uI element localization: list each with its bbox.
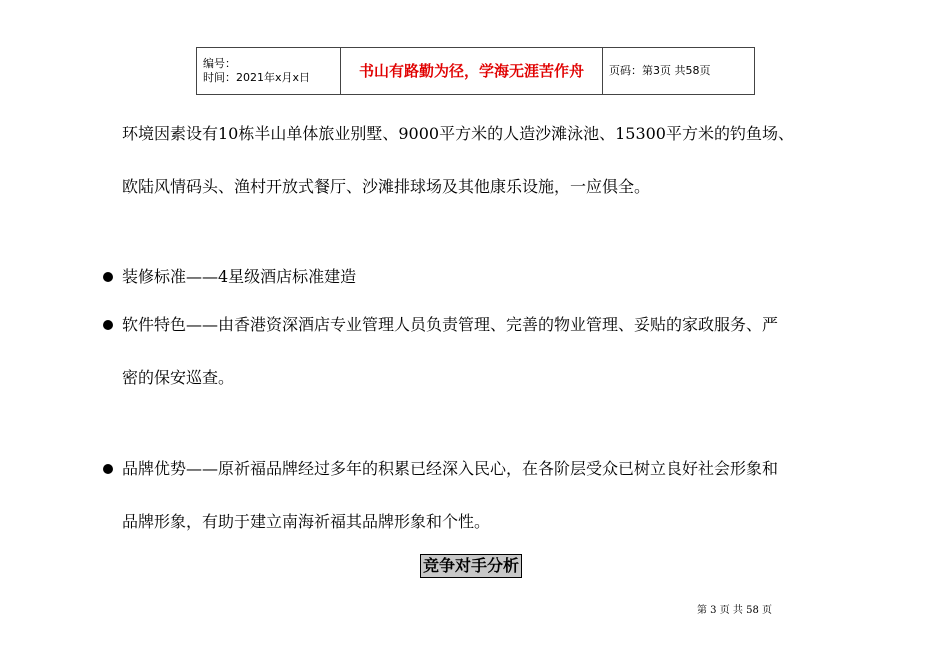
document-header — [196, 47, 755, 95]
bullet-decoration-standard: 装修标准——4星级酒店标准建造 — [122, 267, 357, 286]
bullet-software-features-cont: 密的保安巡查。 — [122, 368, 235, 387]
bullet-dot-software — [103, 320, 113, 330]
body-line-environment: 环境因素设有10栋半山单体旅业别墅、9000平方米的人造沙滩泳池、15300平方米的钓鱼场、 — [122, 124, 794, 143]
bullet-dot-decoration — [103, 272, 113, 282]
bullet-brand-advantage: 品牌优势——原祈福品牌经过多年的积累已经深入民心，在各阶层受众已树立良好社会形象和 — [122, 459, 779, 478]
bullet-brand-advantage-cont: 品牌形象，有助于建立南海祈福其品牌形象和个性。 — [122, 512, 491, 531]
bullet-software-features: 软件特色——由香港资深酒店专业管理人员负责管理、完善的物业管理、妥贴的家政服务、严 — [122, 315, 779, 334]
header-page-code: 页码：第3页 共58页 — [603, 48, 755, 95]
header-meta-cell — [197, 48, 341, 95]
page-footer: 第 3 页 共 58 页 — [697, 605, 772, 616]
header-number-label: 编号： — [203, 57, 236, 70]
bullet-dot-brand — [103, 464, 113, 474]
header-motto: 书山有路勤为径，学海无涯苦作舟 — [341, 48, 603, 95]
header-time-label: 时间：2021年x月x日 — [203, 71, 311, 84]
section-title-competitor-analysis: 竞争对手分析 — [420, 554, 522, 578]
body-line-facilities: 欧陆风情码头、渔村开放式餐厅、沙滩排球场及其他康乐设施，一应俱全。 — [122, 177, 651, 196]
